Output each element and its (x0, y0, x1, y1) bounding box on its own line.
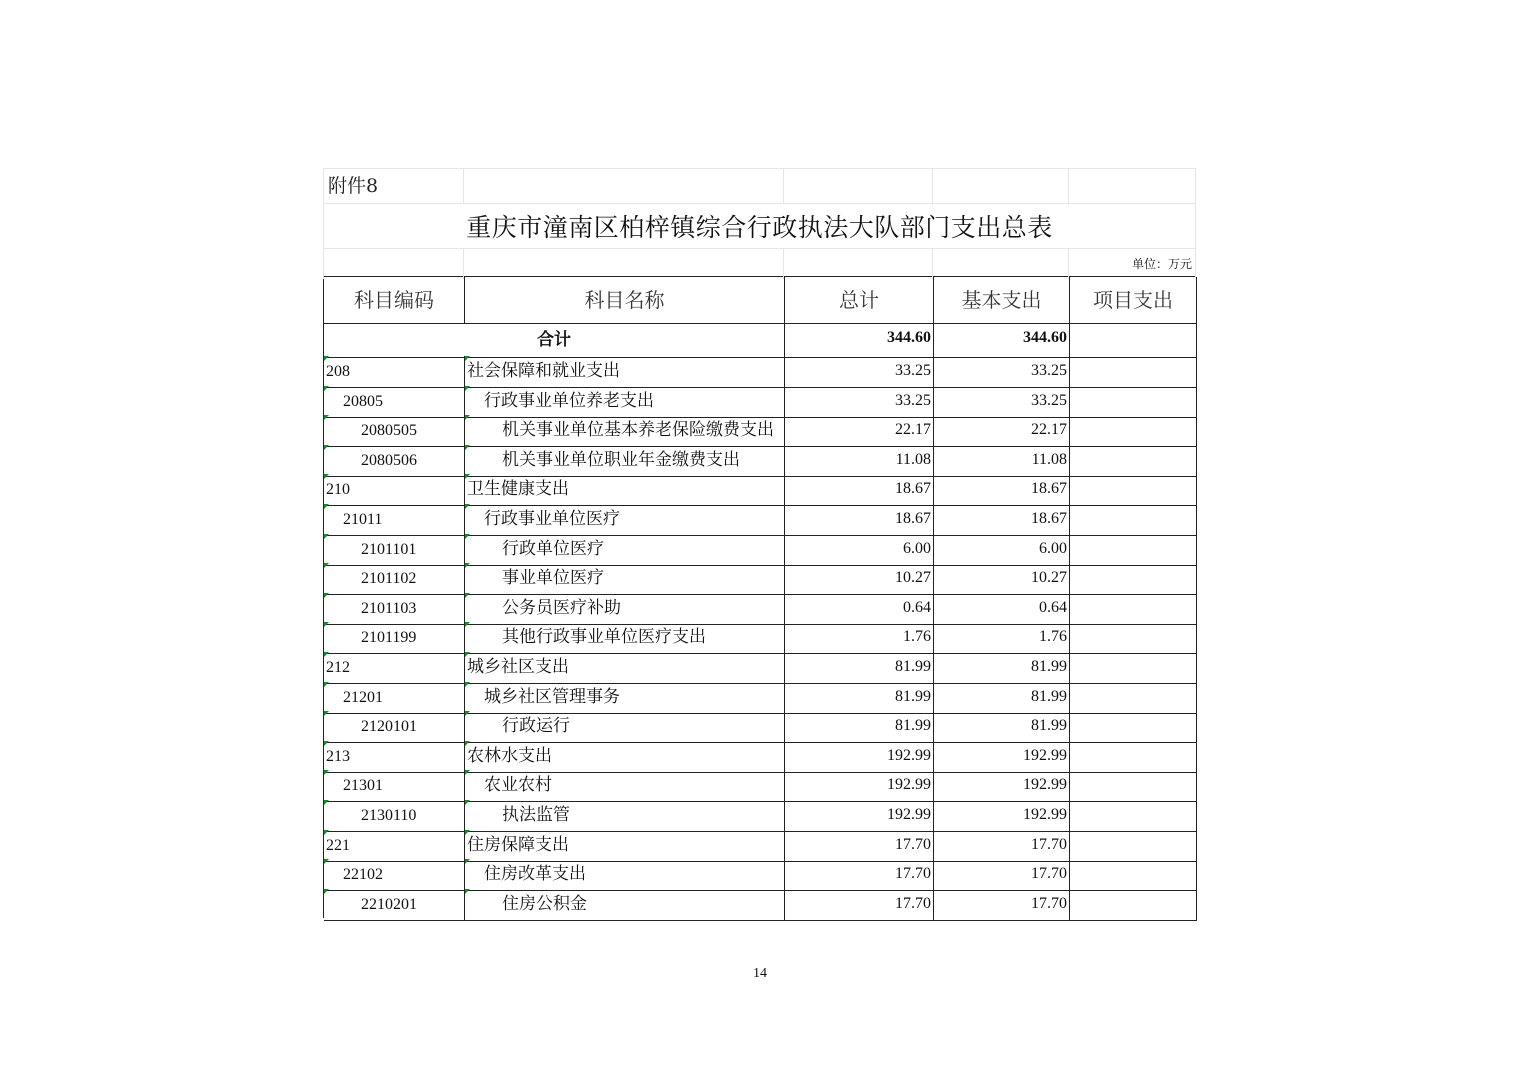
table-row (324, 830, 1196, 860)
table-row (324, 356, 1196, 386)
empty-cell (784, 168, 933, 204)
row-name: 社会保障和就业支出 (465, 356, 785, 388)
row-total: 192.99 (785, 741, 934, 773)
row-basic: 11.08 (934, 445, 1070, 477)
total-label: 合计 (324, 323, 785, 358)
row-name: 城乡社区管理事务 (465, 682, 785, 714)
row-basic: 6.00 (934, 534, 1070, 566)
row-total: 17.70 (785, 859, 934, 891)
header-basic: 基本支出 (934, 277, 1070, 324)
row-project (1070, 859, 1197, 891)
total-row (324, 323, 1196, 356)
row-code: 2101103 (324, 593, 465, 625)
row-total: 1.76 (785, 622, 934, 654)
row-name: 机关事业单位职业年金缴费支出 (465, 445, 785, 477)
empty-cell (464, 168, 784, 204)
row-code: 2120101 (324, 711, 465, 743)
row-basic: 18.67 (934, 504, 1070, 536)
row-basic: 17.70 (934, 889, 1070, 921)
row-name: 农林水支出 (465, 741, 785, 773)
row-name: 行政事业单位养老支出 (465, 386, 785, 418)
row-project (1070, 889, 1197, 921)
table-row (324, 741, 1196, 771)
row-project (1070, 800, 1197, 832)
row-project (1070, 622, 1197, 654)
row-project (1070, 504, 1197, 536)
row-basic: 1.76 (934, 622, 1070, 654)
table-row (324, 563, 1196, 593)
row-code: 2101101 (324, 534, 465, 566)
empty-cell (464, 248, 784, 279)
row-total: 81.99 (785, 682, 934, 714)
row-basic: 192.99 (934, 741, 1070, 773)
row-name: 公务员医疗补助 (465, 593, 785, 625)
unit-row (323, 248, 1196, 276)
table-row (324, 386, 1196, 416)
row-total: 18.67 (785, 474, 934, 506)
row-code: 212 (324, 652, 465, 684)
row-project (1070, 474, 1197, 506)
row-name: 农业农村 (465, 770, 785, 802)
attachment-label: 附件8 (323, 168, 464, 204)
row-total: 11.08 (785, 445, 934, 477)
row-total: 33.25 (785, 386, 934, 418)
row-project (1070, 682, 1197, 714)
row-name: 行政单位医疗 (465, 534, 785, 566)
row-name: 卫生健康支出 (465, 474, 785, 506)
row-name: 住房改革支出 (465, 859, 785, 891)
table-header-row (324, 277, 1196, 323)
row-code: 2210201 (324, 889, 465, 921)
table-row (324, 474, 1196, 504)
table-row (324, 770, 1196, 800)
row-basic: 81.99 (934, 652, 1070, 684)
table-row (324, 445, 1196, 475)
row-basic: 17.70 (934, 859, 1070, 891)
row-project (1070, 534, 1197, 566)
row-basic: 192.99 (934, 800, 1070, 832)
row-name: 其他行政事业单位医疗支出 (465, 622, 785, 654)
row-basic: 33.25 (934, 356, 1070, 388)
row-total: 0.64 (785, 593, 934, 625)
table-row (324, 415, 1196, 445)
row-basic: 0.64 (934, 593, 1070, 625)
header-total: 总计 (785, 277, 934, 324)
row-code: 221 (324, 830, 465, 862)
row-project (1070, 652, 1197, 684)
row-project (1070, 445, 1197, 477)
row-total: 17.70 (785, 830, 934, 862)
header-name: 科目名称 (465, 277, 785, 324)
row-total: 81.99 (785, 652, 934, 684)
row-code: 20805 (324, 386, 465, 418)
row-basic: 22.17 (934, 415, 1070, 447)
row-name: 机关事业单位基本养老保险缴费支出 (465, 415, 785, 447)
row-name: 城乡社区支出 (465, 652, 785, 684)
table-row (324, 889, 1196, 919)
row-name: 事业单位医疗 (465, 563, 785, 595)
row-total: 22.17 (785, 415, 934, 447)
row-code: 210 (324, 474, 465, 506)
row-basic: 18.67 (934, 474, 1070, 506)
row-name: 行政运行 (465, 711, 785, 743)
empty-cell (1069, 168, 1196, 204)
row-total: 10.27 (785, 563, 934, 595)
row-project (1070, 386, 1197, 418)
row-basic: 10.27 (934, 563, 1070, 595)
row-name: 住房公积金 (465, 889, 785, 921)
table-row (324, 652, 1196, 682)
row-name: 执法监管 (465, 800, 785, 832)
row-total: 192.99 (785, 800, 934, 832)
table-row (324, 622, 1196, 652)
row-code: 21301 (324, 770, 465, 802)
row-project (1070, 593, 1197, 625)
row-project (1070, 770, 1197, 802)
empty-cell (933, 248, 1069, 279)
row-code: 2080505 (324, 415, 465, 447)
row-code: 22102 (324, 859, 465, 891)
row-code: 213 (324, 741, 465, 773)
row-code: 2101199 (324, 622, 465, 654)
row-total: 192.99 (785, 770, 934, 802)
table-row (324, 800, 1196, 830)
row-total: 33.25 (785, 356, 934, 388)
total-total: 344.60 (785, 323, 934, 358)
row-code: 208 (324, 356, 465, 388)
row-project (1070, 711, 1197, 743)
row-code: 2101102 (324, 563, 465, 595)
table-row (324, 504, 1196, 534)
row-project (1070, 741, 1197, 773)
row-basic: 81.99 (934, 711, 1070, 743)
unit-label: 单位：万元 (1069, 248, 1196, 279)
row-project (1070, 356, 1197, 388)
row-total: 17.70 (785, 889, 934, 921)
row-code: 21201 (324, 682, 465, 714)
row-project (1070, 830, 1197, 862)
table-row (324, 534, 1196, 564)
row-total: 18.67 (785, 504, 934, 536)
table-row (324, 859, 1196, 889)
row-code: 2130110 (324, 800, 465, 832)
row-basic: 192.99 (934, 770, 1070, 802)
table-row (324, 682, 1196, 712)
expenditure-sheet (323, 168, 1196, 918)
row-total: 6.00 (785, 534, 934, 566)
row-name: 行政事业单位医疗 (465, 504, 785, 536)
row-project (1070, 563, 1197, 595)
table-row (324, 593, 1196, 623)
row-basic: 81.99 (934, 682, 1070, 714)
row-code: 2080506 (324, 445, 465, 477)
row-basic: 17.70 (934, 830, 1070, 862)
attachment-row (323, 168, 1196, 203)
row-project (1070, 415, 1197, 447)
row-total: 81.99 (785, 711, 934, 743)
empty-cell (323, 248, 464, 279)
row-name: 住房保障支出 (465, 830, 785, 862)
page-number: 14 (753, 966, 767, 981)
table-title: 重庆市潼南区柏梓镇综合行政执法大队部门支出总表 (323, 203, 1196, 248)
table-row (324, 711, 1196, 741)
total-basic: 344.60 (934, 323, 1070, 358)
header-code: 科目编码 (324, 277, 465, 324)
empty-cell (933, 168, 1069, 204)
expenditure-table (323, 276, 1196, 918)
total-project (1070, 323, 1197, 358)
row-code: 21011 (324, 504, 465, 536)
row-basic: 33.25 (934, 386, 1070, 418)
header-project: 项目支出 (1070, 277, 1197, 324)
empty-cell (784, 248, 933, 279)
